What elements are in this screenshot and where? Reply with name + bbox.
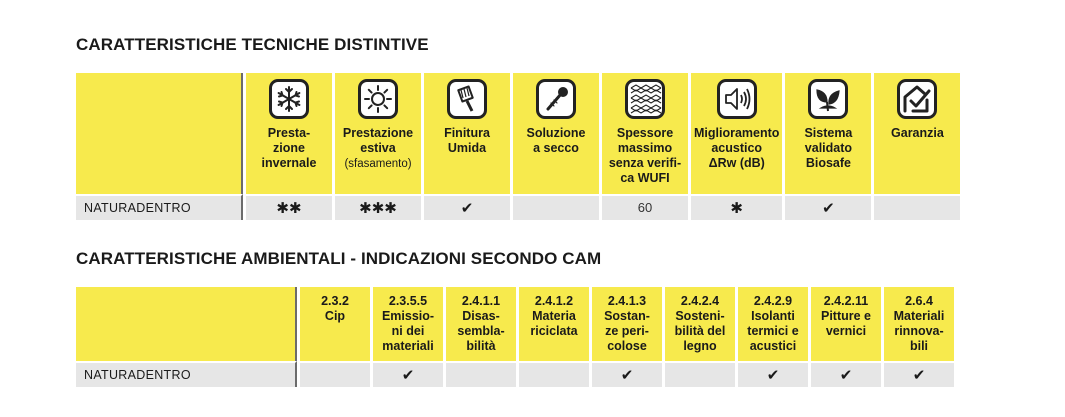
column-header [332, 73, 421, 194]
column-header: 2.4.1.3 Sostan- ze peri- colose [589, 287, 662, 361]
mesh-icon [625, 79, 665, 119]
column-label: Miglioramento acustico ΔRw (dB) [694, 126, 780, 170]
column-header: 2.6.4 Materiali rinnova- bili [881, 287, 954, 361]
speaker-icon [717, 79, 757, 119]
column-header: 2.3.5.5 Emissio- ni dei materiali [370, 287, 443, 361]
snowflake-icon [269, 79, 309, 119]
column-header [782, 73, 871, 194]
value-cell: ✔ [808, 361, 881, 387]
row-label: NATURADENTRO [84, 201, 191, 215]
value-cell: ✱ [688, 194, 782, 220]
column-label: Finitura Umida [444, 126, 490, 155]
column-header: 2.4.2.11 Pitture e vernici [808, 287, 881, 361]
value-cell [516, 361, 589, 387]
value-cell [510, 194, 599, 220]
column-label: Soluzione a secco [526, 126, 586, 155]
value-cell: ✔ [782, 194, 871, 220]
sun-icon [358, 79, 398, 119]
paintbrush-icon [447, 79, 487, 119]
row-label: NATURADENTRO [84, 368, 191, 382]
column-header: 2.4.1.2 Materia riciclata [516, 287, 589, 361]
environmental-table [76, 287, 954, 387]
header-empty-cell [76, 73, 243, 194]
house-check-icon [897, 79, 937, 119]
value-cell: ✔ [421, 194, 510, 220]
column-header [599, 73, 688, 194]
column-header: 2.4.2.9 Isolanti termici e acustici [735, 287, 808, 361]
technical-features-table [76, 73, 960, 220]
row-label-cell [76, 361, 297, 387]
section-title-environmental: CARATTERISTICHE AMBIENTALI - INDICAZIONI SECONDO CAM [76, 249, 602, 268]
column-label: Spessore massimo senza verifi- ca WUFI [608, 126, 682, 185]
value-cell [871, 194, 960, 220]
column-header [243, 73, 332, 194]
value-cell: ✔ [735, 361, 808, 387]
value-cell: ✔ [370, 361, 443, 387]
column-header [688, 73, 782, 194]
column-header: 2.4.1.1 Disas- sembla- bilità [443, 287, 516, 361]
value-cell: 60 [599, 194, 688, 220]
value-cell [443, 361, 516, 387]
value-cell: ✔ [589, 361, 662, 387]
column-label: Prestazione estiva (sfasamento) [342, 126, 414, 170]
column-header [510, 73, 599, 194]
column-header [871, 73, 960, 194]
value-cell: ✱✱ [243, 194, 332, 220]
section-title-technical: CARATTERISTICHE TECNICHE DISTINTIVE [76, 35, 429, 54]
value-cell: ✱✱✱ [332, 194, 421, 220]
table-row [76, 194, 960, 220]
value-cell [662, 361, 735, 387]
leaf-icon [808, 79, 848, 119]
column-label: Garanzia [891, 126, 944, 140]
table-header-row [76, 73, 960, 194]
table-row [76, 361, 954, 387]
header-empty-cell [76, 287, 297, 361]
value-cell: ✔ [881, 361, 954, 387]
value-cell [297, 361, 370, 387]
column-header [421, 73, 510, 194]
table-header-row [76, 287, 954, 361]
column-label: Sistema validato Biosafe [804, 126, 853, 170]
column-header: 2.3.2 Cip [297, 287, 370, 361]
screw-icon [536, 79, 576, 119]
column-label: Presta- zione invernale [261, 126, 317, 170]
row-label-cell [76, 194, 243, 220]
column-header: 2.4.2.4 Sosteni- bilità del legno [662, 287, 735, 361]
